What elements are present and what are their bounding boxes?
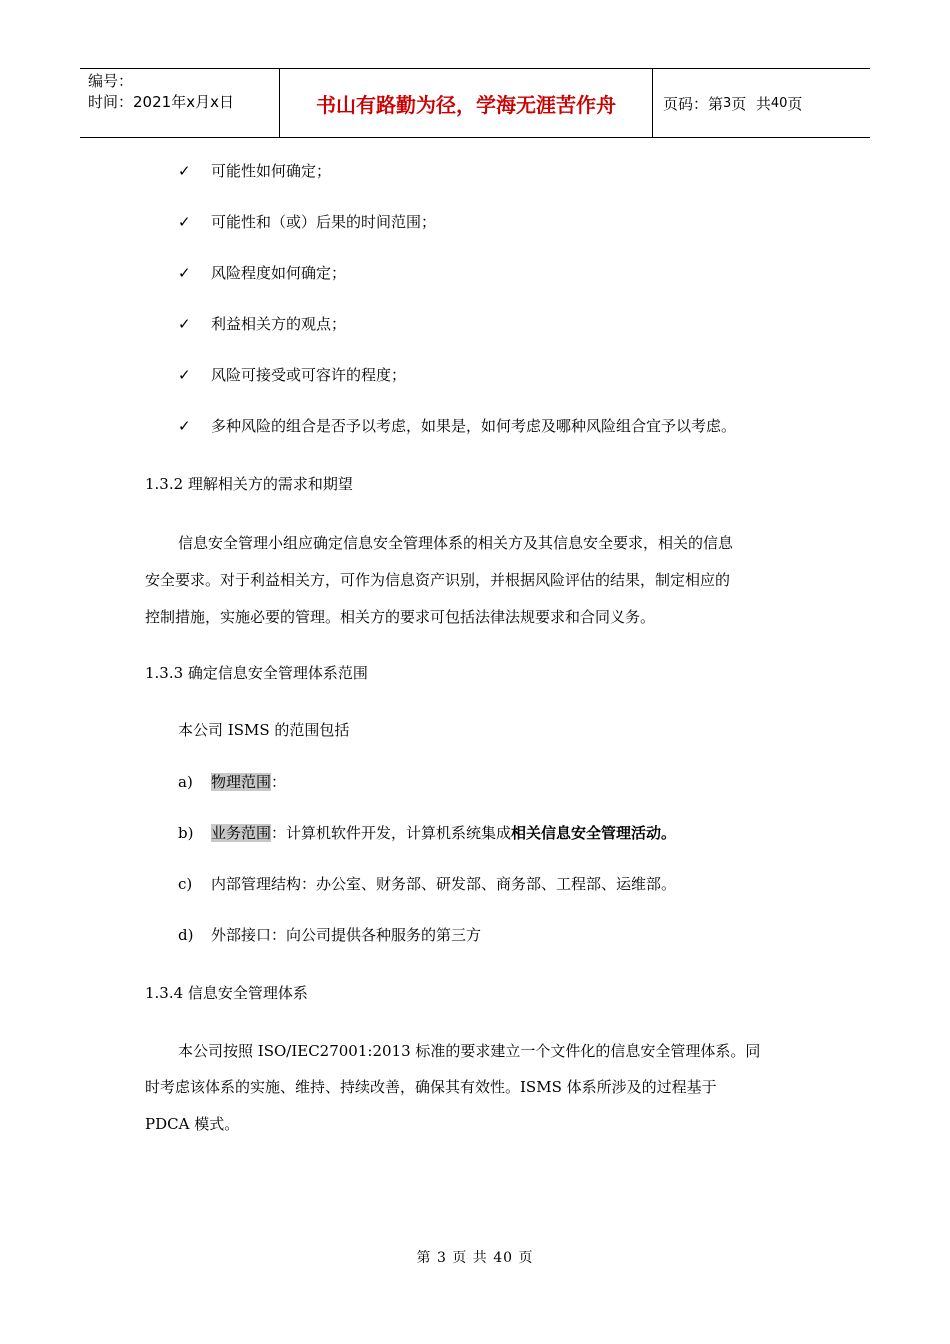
highlighted-label: 物理范围 xyxy=(211,773,272,791)
checklist-item: ✓ 利益相关方的观点； xyxy=(178,315,347,333)
header-page-info: 页码：第 3 页 共 40 页 xyxy=(663,94,803,113)
section-heading-1-3-2: 1.3.2 理解相关方的需求和期望 xyxy=(145,475,353,493)
paragraph-line: 本公司按照 ISO/IEC27001:2013 标准的要求建立一个文件化的信息安全管理体系。同 xyxy=(178,1042,761,1060)
scope-item-b: b) 业务范围：计算机软件开发，计算机系统集成相关信息安全管理活动。 xyxy=(178,824,677,842)
paragraph-line: 安全要求。对于利益相关方，可作为信息资产识别，并根据风险评估的结果，制定相应的 xyxy=(145,571,731,589)
check-icon: ✓ xyxy=(178,315,191,333)
scope-item-c: c) 内部管理结构：办公室、财务部、研发部、商务部、工程部、运维部。 xyxy=(178,875,677,893)
check-icon: ✓ xyxy=(178,162,191,180)
checklist-item: ✓ 可能性和（或）后果的时间范围； xyxy=(178,213,437,231)
scope-item-a: a) 物理范围： xyxy=(178,773,287,791)
page-header xyxy=(80,68,870,138)
paragraph-line: 时考虑该体系的实施、维持、持续改善，确保其有效性。ISMS 体系所涉及的过程基于 xyxy=(145,1078,717,1096)
scope-item-d: d) 外部接口：向公司提供各种服务的第三方 xyxy=(178,926,482,944)
check-icon: ✓ xyxy=(178,264,191,282)
header-time: 时间：2021年x月x日 xyxy=(88,93,235,111)
checklist-item: ✓ 风险可接受或可容许的程度； xyxy=(178,366,407,384)
paragraph-line: 控制措施，实施必要的管理。相关方的要求可包括法律法规要求和合同义务。 xyxy=(145,608,656,626)
scope-intro: 本公司 ISMS 的范围包括 xyxy=(178,721,350,739)
paragraph-line: PDCA 模式。 xyxy=(145,1115,240,1133)
page-footer: 第 3 页 共 40 页 xyxy=(416,1250,534,1266)
section-heading-1-3-4: 1.3.4 信息安全管理体系 xyxy=(145,984,308,1002)
header-meta xyxy=(80,69,280,137)
paragraph-line: 信息安全管理小组应确定信息安全管理体系的相关方及其信息安全要求，相关的信息 xyxy=(178,534,734,552)
section-heading-1-3-3: 1.3.3 确定信息安全管理体系范围 xyxy=(145,664,368,682)
header-motto: 书山有路勤为径，学海无涯苦作舟 xyxy=(280,69,653,137)
check-icon: ✓ xyxy=(178,213,191,231)
highlighted-label: 业务范围 xyxy=(211,824,272,842)
check-icon: ✓ xyxy=(178,366,191,384)
check-icon: ✓ xyxy=(178,417,191,435)
header-number: 编号： xyxy=(88,72,134,90)
checklist-item: ✓ 风险程度如何确定； xyxy=(178,264,347,282)
checklist-item: ✓ 多种风险的组合是否予以考虑，如果是，如何考虑及哪种风险组合宜予以考虑。 xyxy=(178,417,737,435)
checklist-item: ✓ 可能性如何确定； xyxy=(178,162,332,180)
